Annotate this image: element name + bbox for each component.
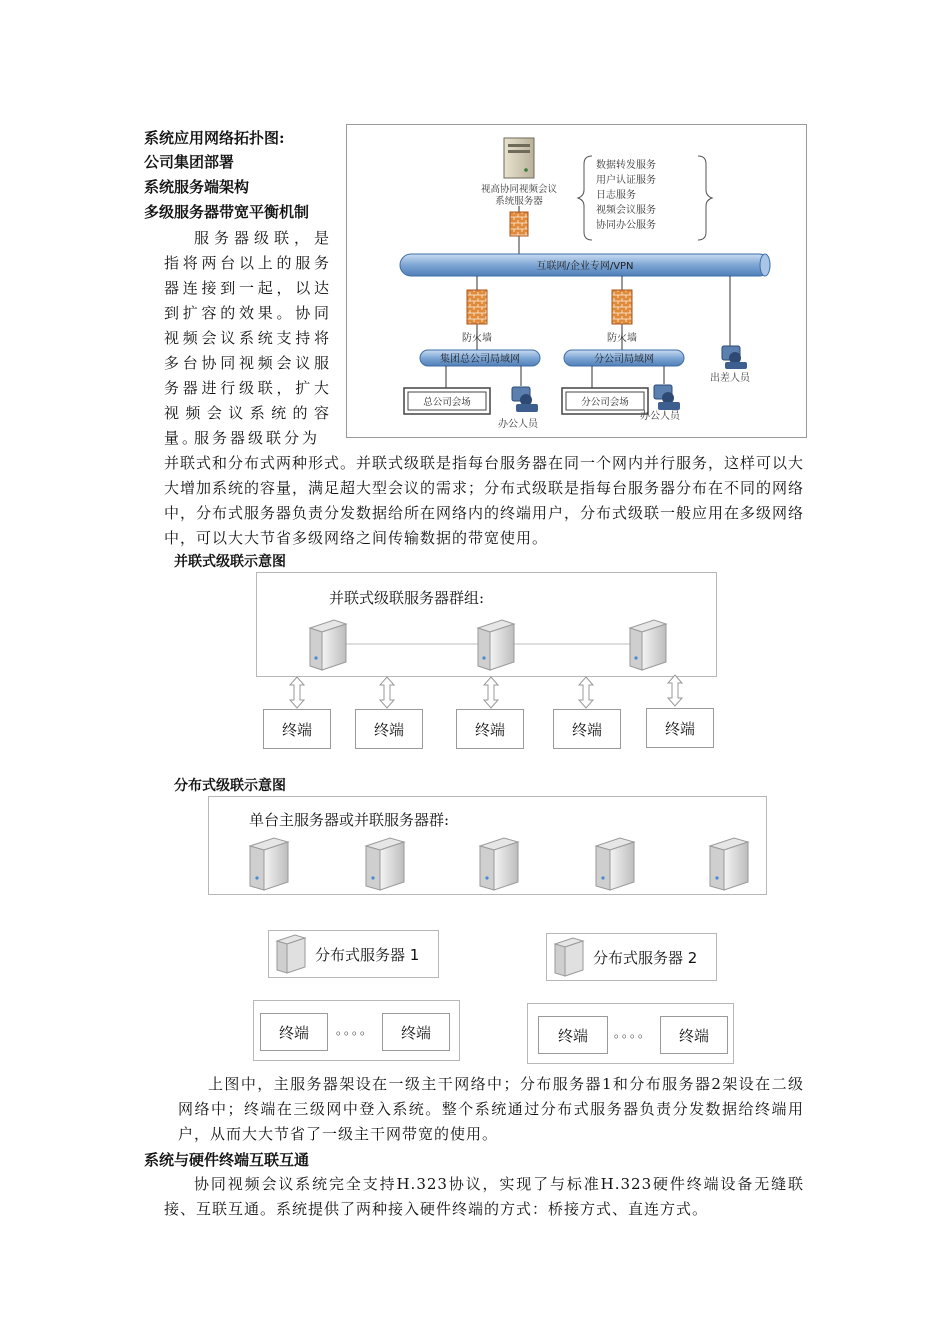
network-topology-diagram bbox=[346, 124, 807, 439]
parallel-terminal-1: 终端 bbox=[263, 709, 331, 749]
server-icon bbox=[310, 620, 346, 670]
parallel-title: 并联式级联示意图 bbox=[174, 554, 286, 570]
distributed-servers-art bbox=[208, 796, 766, 894]
paragraph-cascade-types: 并联式和分布式两种形式。并联式级联是指每台服务器在同一个网内并行服务，这样可以大大增加系统的容量，满足超大型会议的需求；分布式级联是指每台服务器分布在不同的网络中，分布式服务器负责分发数据给所在网络内的终端用户，分布式级联一般应用在多级网络中，可以大大节省多级网络之间传输数据的带宽使用。 bbox=[164, 454, 805, 547]
paragraph-cascade-lead: 服务器级联分为 bbox=[194, 429, 321, 447]
terminal: 终端 bbox=[660, 1016, 728, 1054]
ellipsis: 。。。。 bbox=[336, 1023, 375, 1037]
server-icon bbox=[273, 933, 307, 975]
heading-arch: 系统服务端架构 bbox=[144, 178, 250, 196]
service-2: 用户认证服务 bbox=[596, 175, 656, 186]
server-icon bbox=[480, 838, 518, 890]
server-label-line1: 视高协同视频会议 bbox=[480, 184, 558, 195]
terminal-group-1 bbox=[253, 1000, 460, 1061]
terminal: 终端 bbox=[260, 1013, 328, 1051]
distributed-server-2-label: 分布式服务器 2 bbox=[593, 949, 698, 967]
office-staff-label-hq: 办公人员 bbox=[498, 419, 538, 430]
server-icon bbox=[596, 838, 634, 890]
parallel-terminal-5: 终端 bbox=[646, 708, 714, 748]
branch-venue-label: 分公司会场 bbox=[581, 397, 629, 408]
service-3: 日志服务 bbox=[596, 190, 636, 201]
heading-topology: 系统应用网络拓扑图: bbox=[144, 129, 285, 147]
ellipsis: 。。。。 bbox=[614, 1026, 653, 1040]
double-arrow-icon bbox=[380, 677, 394, 708]
terminal: 终端 bbox=[538, 1016, 608, 1054]
branch-lan-label: 分公司局域网 bbox=[594, 354, 654, 365]
hq-lan-label: 集团总公司局域网 bbox=[440, 354, 520, 365]
firewall-icon bbox=[612, 290, 632, 324]
terminal: 终端 bbox=[382, 1013, 450, 1051]
parallel-terminal-2: 终端 bbox=[355, 709, 423, 749]
double-arrow-icon bbox=[668, 675, 682, 706]
heading-deploy: 公司集团部署 bbox=[144, 153, 235, 171]
server-label-line2: 系统服务器 bbox=[495, 196, 543, 207]
distributed-server-1-box bbox=[268, 930, 439, 978]
traveler-label: 出差人员 bbox=[710, 373, 750, 384]
server-icon bbox=[250, 838, 288, 890]
double-arrow-icon bbox=[484, 677, 498, 708]
distributed-server-2-box bbox=[546, 933, 717, 981]
parallel-group-label: 并联式级联服务器群组: bbox=[329, 589, 485, 607]
office-staff-label-branch: 办公人员 bbox=[640, 411, 680, 422]
paragraph-interop-desc: 协同视频会议系统完全支持H.323协议，实现了与标准H.323硬件终端设备无缝联接、互联互通。系统提供了两种接入硬件终端的方式：桥接方式、直连方式。 bbox=[164, 1175, 804, 1218]
firewall-label-branch: 防火墙 bbox=[607, 333, 637, 344]
distributed-title: 分布式级联示意图 bbox=[174, 778, 286, 794]
terminal-group-2 bbox=[527, 1003, 734, 1064]
service-4: 视频会议服务 bbox=[596, 205, 656, 216]
firewall-icon bbox=[467, 290, 487, 324]
server-icon bbox=[630, 620, 666, 670]
distributed-server-1-label: 分布式服务器 1 bbox=[315, 946, 420, 964]
distributed-main-label: 单台主服务器或并联服务器群: bbox=[249, 811, 450, 829]
paragraph-cascade-intro: 服务器级联，是指将两台以上的服务器连接到一起，以达到扩容的效果。协同视频会议系统支持将多台协同视频会议服务器进行级联，扩大视频会议系统的容量。 bbox=[164, 229, 332, 447]
server-icon bbox=[478, 620, 514, 670]
main-server-icon bbox=[504, 138, 534, 178]
backbone-label: 互联网/企业专网/VPN bbox=[536, 261, 634, 272]
server-icon bbox=[710, 838, 748, 890]
hq-venue-label: 总公司会场 bbox=[423, 397, 471, 408]
heading-bandwidth: 多级服务器带宽平衡机制 bbox=[144, 203, 310, 221]
double-arrow-icon bbox=[579, 677, 593, 708]
server-icon bbox=[551, 936, 585, 978]
firewall-label-hq: 防火墙 bbox=[462, 333, 492, 344]
double-arrow-icon bbox=[290, 677, 304, 708]
paragraph-distributed-desc: 上图中，主服务器架设在一级主干网络中；分布服务器1和分布服务器2架设在二级网络中；终端在三级网中登入系统。整个系统通过分布式服务器负责分发数据给终端用户，从而大大节省了一级主干网带宽的使用。 bbox=[178, 1075, 804, 1143]
server-icon bbox=[366, 838, 404, 890]
service-5: 协同办公服务 bbox=[596, 220, 656, 231]
firewall-icon bbox=[510, 212, 528, 236]
parallel-terminal-4: 终端 bbox=[553, 709, 621, 749]
heading-interop: 系统与硬件终端互联互通 bbox=[144, 1151, 310, 1169]
service-1: 数据转发服务 bbox=[596, 160, 656, 171]
parallel-terminal-3: 终端 bbox=[456, 709, 524, 749]
